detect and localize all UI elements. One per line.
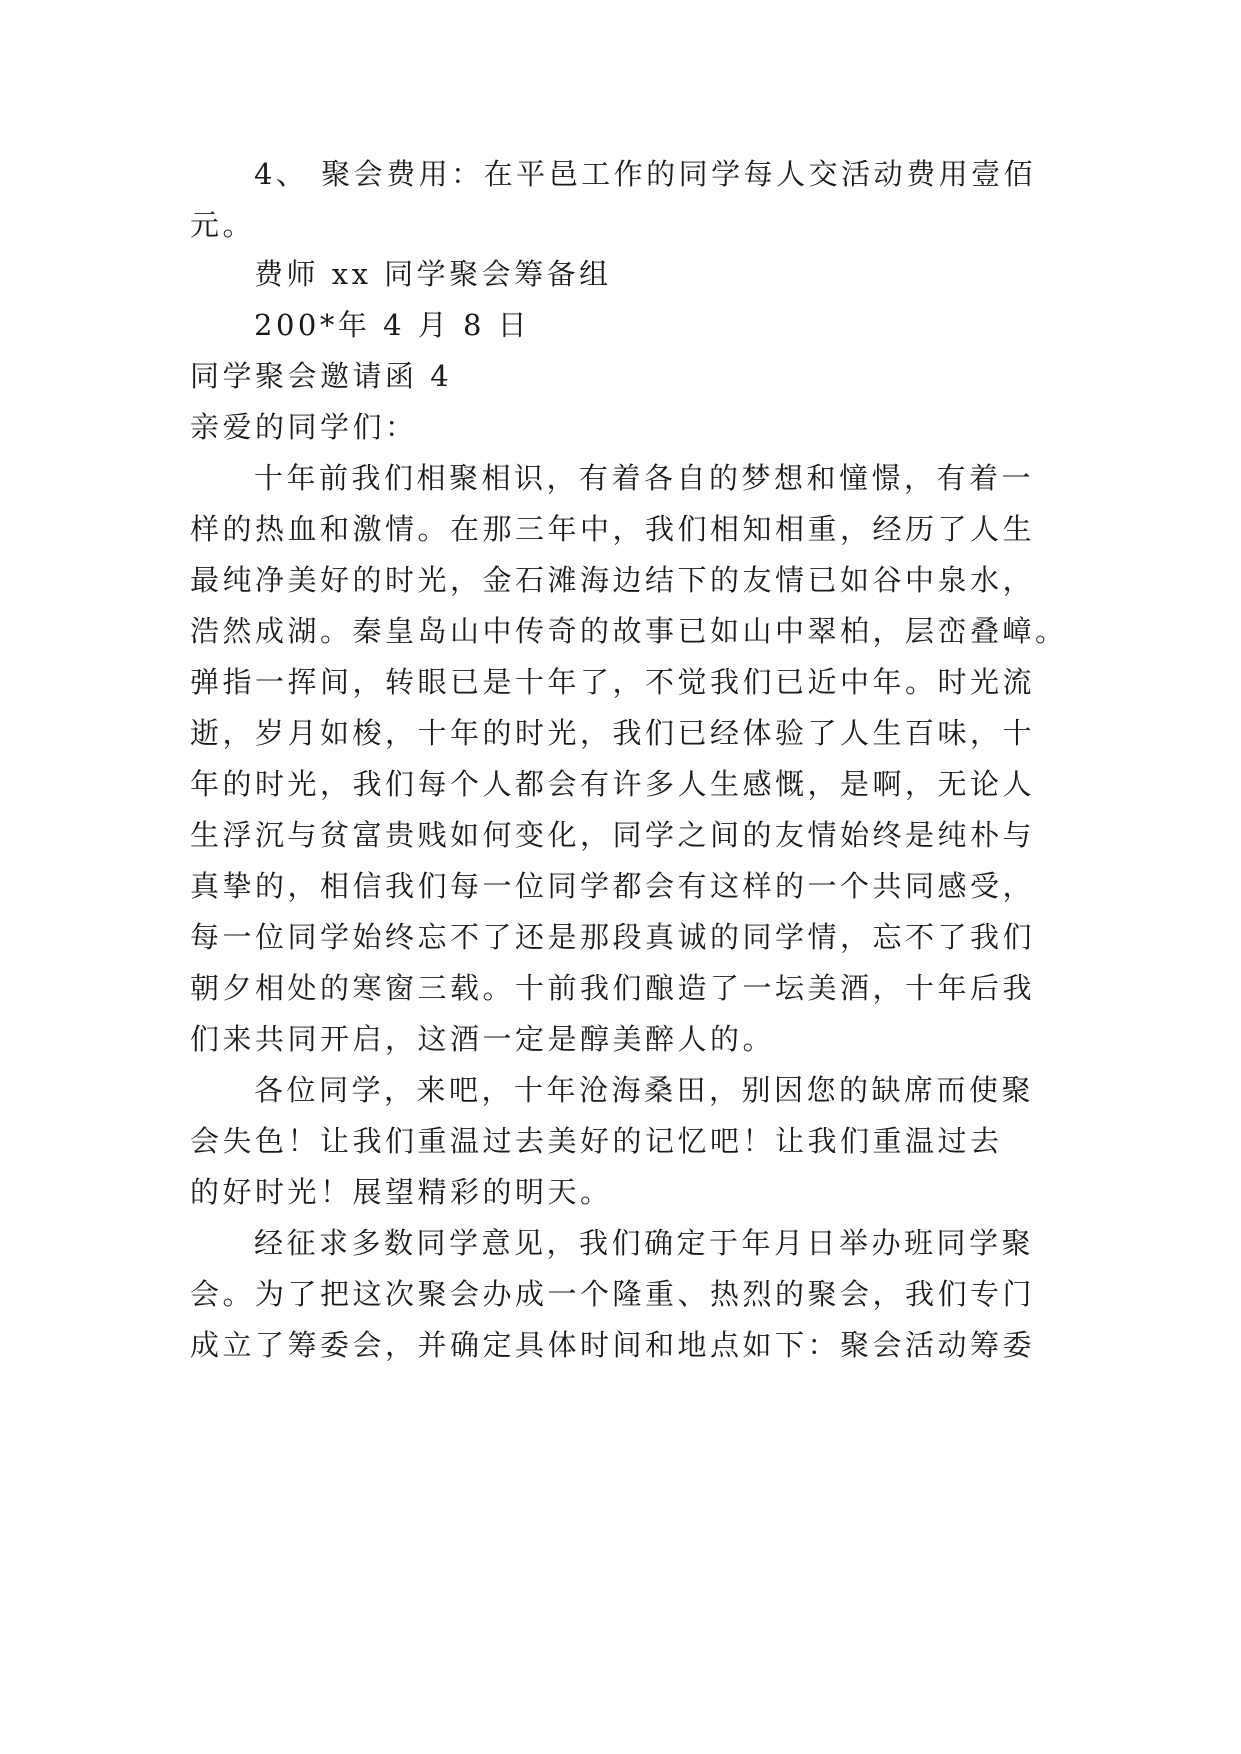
item-4-line-2: 元。 bbox=[190, 208, 256, 242]
section-title: 同学聚会邀请函 4 bbox=[190, 359, 453, 393]
paragraph-line: 真挚的，相信我们每一位同学都会有这样的一个共同感受， bbox=[190, 869, 1036, 903]
paragraph-line: 们来共同开启，这酒一定是醇美醉人的。 bbox=[190, 1022, 776, 1056]
paragraph-line: 各位同学，来吧，十年沧海桑田，别因您的缺席而使聚 bbox=[254, 1073, 1035, 1107]
salutation: 亲爱的同学们： bbox=[190, 410, 418, 444]
paragraph-line: 浩然成湖。秦皇岛山中传奇的故事已如山中翠柏，层峦叠嶂。 bbox=[190, 614, 1068, 648]
paragraph-line: 的好时光！展望精彩的明天。 bbox=[190, 1175, 613, 1209]
paragraph-line: 朝夕相处的寒窗三载。十前我们酿造了一坛美酒，十年后我 bbox=[190, 971, 1036, 1005]
paragraph-line: 会。为了把这次聚会办成一个隆重、热烈的聚会，我们专门 bbox=[190, 1277, 1036, 1311]
paragraph-line: 逝，岁月如梭，十年的时光，我们已经体验了人生百味，十 bbox=[190, 716, 1036, 750]
date: 200*年 4 月 8 日 bbox=[254, 308, 531, 342]
item-4-line-1: 4、 聚会费用：在平邑工作的同学每人交活动费用壹佰 bbox=[254, 157, 1037, 191]
paragraph-line: 十年前我们相聚相识，有着各自的梦想和憧憬，有着一 bbox=[254, 461, 1035, 495]
paragraph-line: 会失色！让我们重温过去美好的记忆吧！让我们重温过去 bbox=[190, 1124, 1003, 1158]
paragraph-line: 生浮沉与贫富贵贱如何变化，同学之间的友情始终是纯朴与 bbox=[190, 818, 1036, 852]
paragraph-line: 弹指一挥间，转眼已是十年了，不觉我们已近中年。时光流 bbox=[190, 665, 1036, 699]
paragraph-2 bbox=[190, 1071, 1050, 1211]
item-4-cost bbox=[190, 155, 1050, 244]
paragraph-line: 成立了筹委会，并确定具体时间和地点如下：聚会活动筹委 bbox=[190, 1328, 1036, 1362]
paragraph-3 bbox=[190, 1224, 1050, 1364]
paragraph-line: 样的热血和激情。在那三年中，我们相知相重，经历了人生 bbox=[190, 512, 1036, 546]
paragraph-line: 最纯净美好的时光，金石滩海边结下的友情已如谷中泉水， bbox=[190, 563, 1036, 597]
signature: 费师 xx 同学聚会筹备组 bbox=[254, 257, 612, 291]
paragraph-line: 年的时光，我们每个人都会有许多人生感慨，是啊，无论人 bbox=[190, 767, 1036, 801]
paragraph-line: 每一位同学始终忘不了还是那段真诚的同学情，忘不了我们 bbox=[190, 920, 1036, 954]
paragraph-line: 经征求多数同学意见，我们确定于年月日举办班同学聚 bbox=[254, 1226, 1035, 1260]
paragraph-1 bbox=[190, 459, 1068, 1058]
